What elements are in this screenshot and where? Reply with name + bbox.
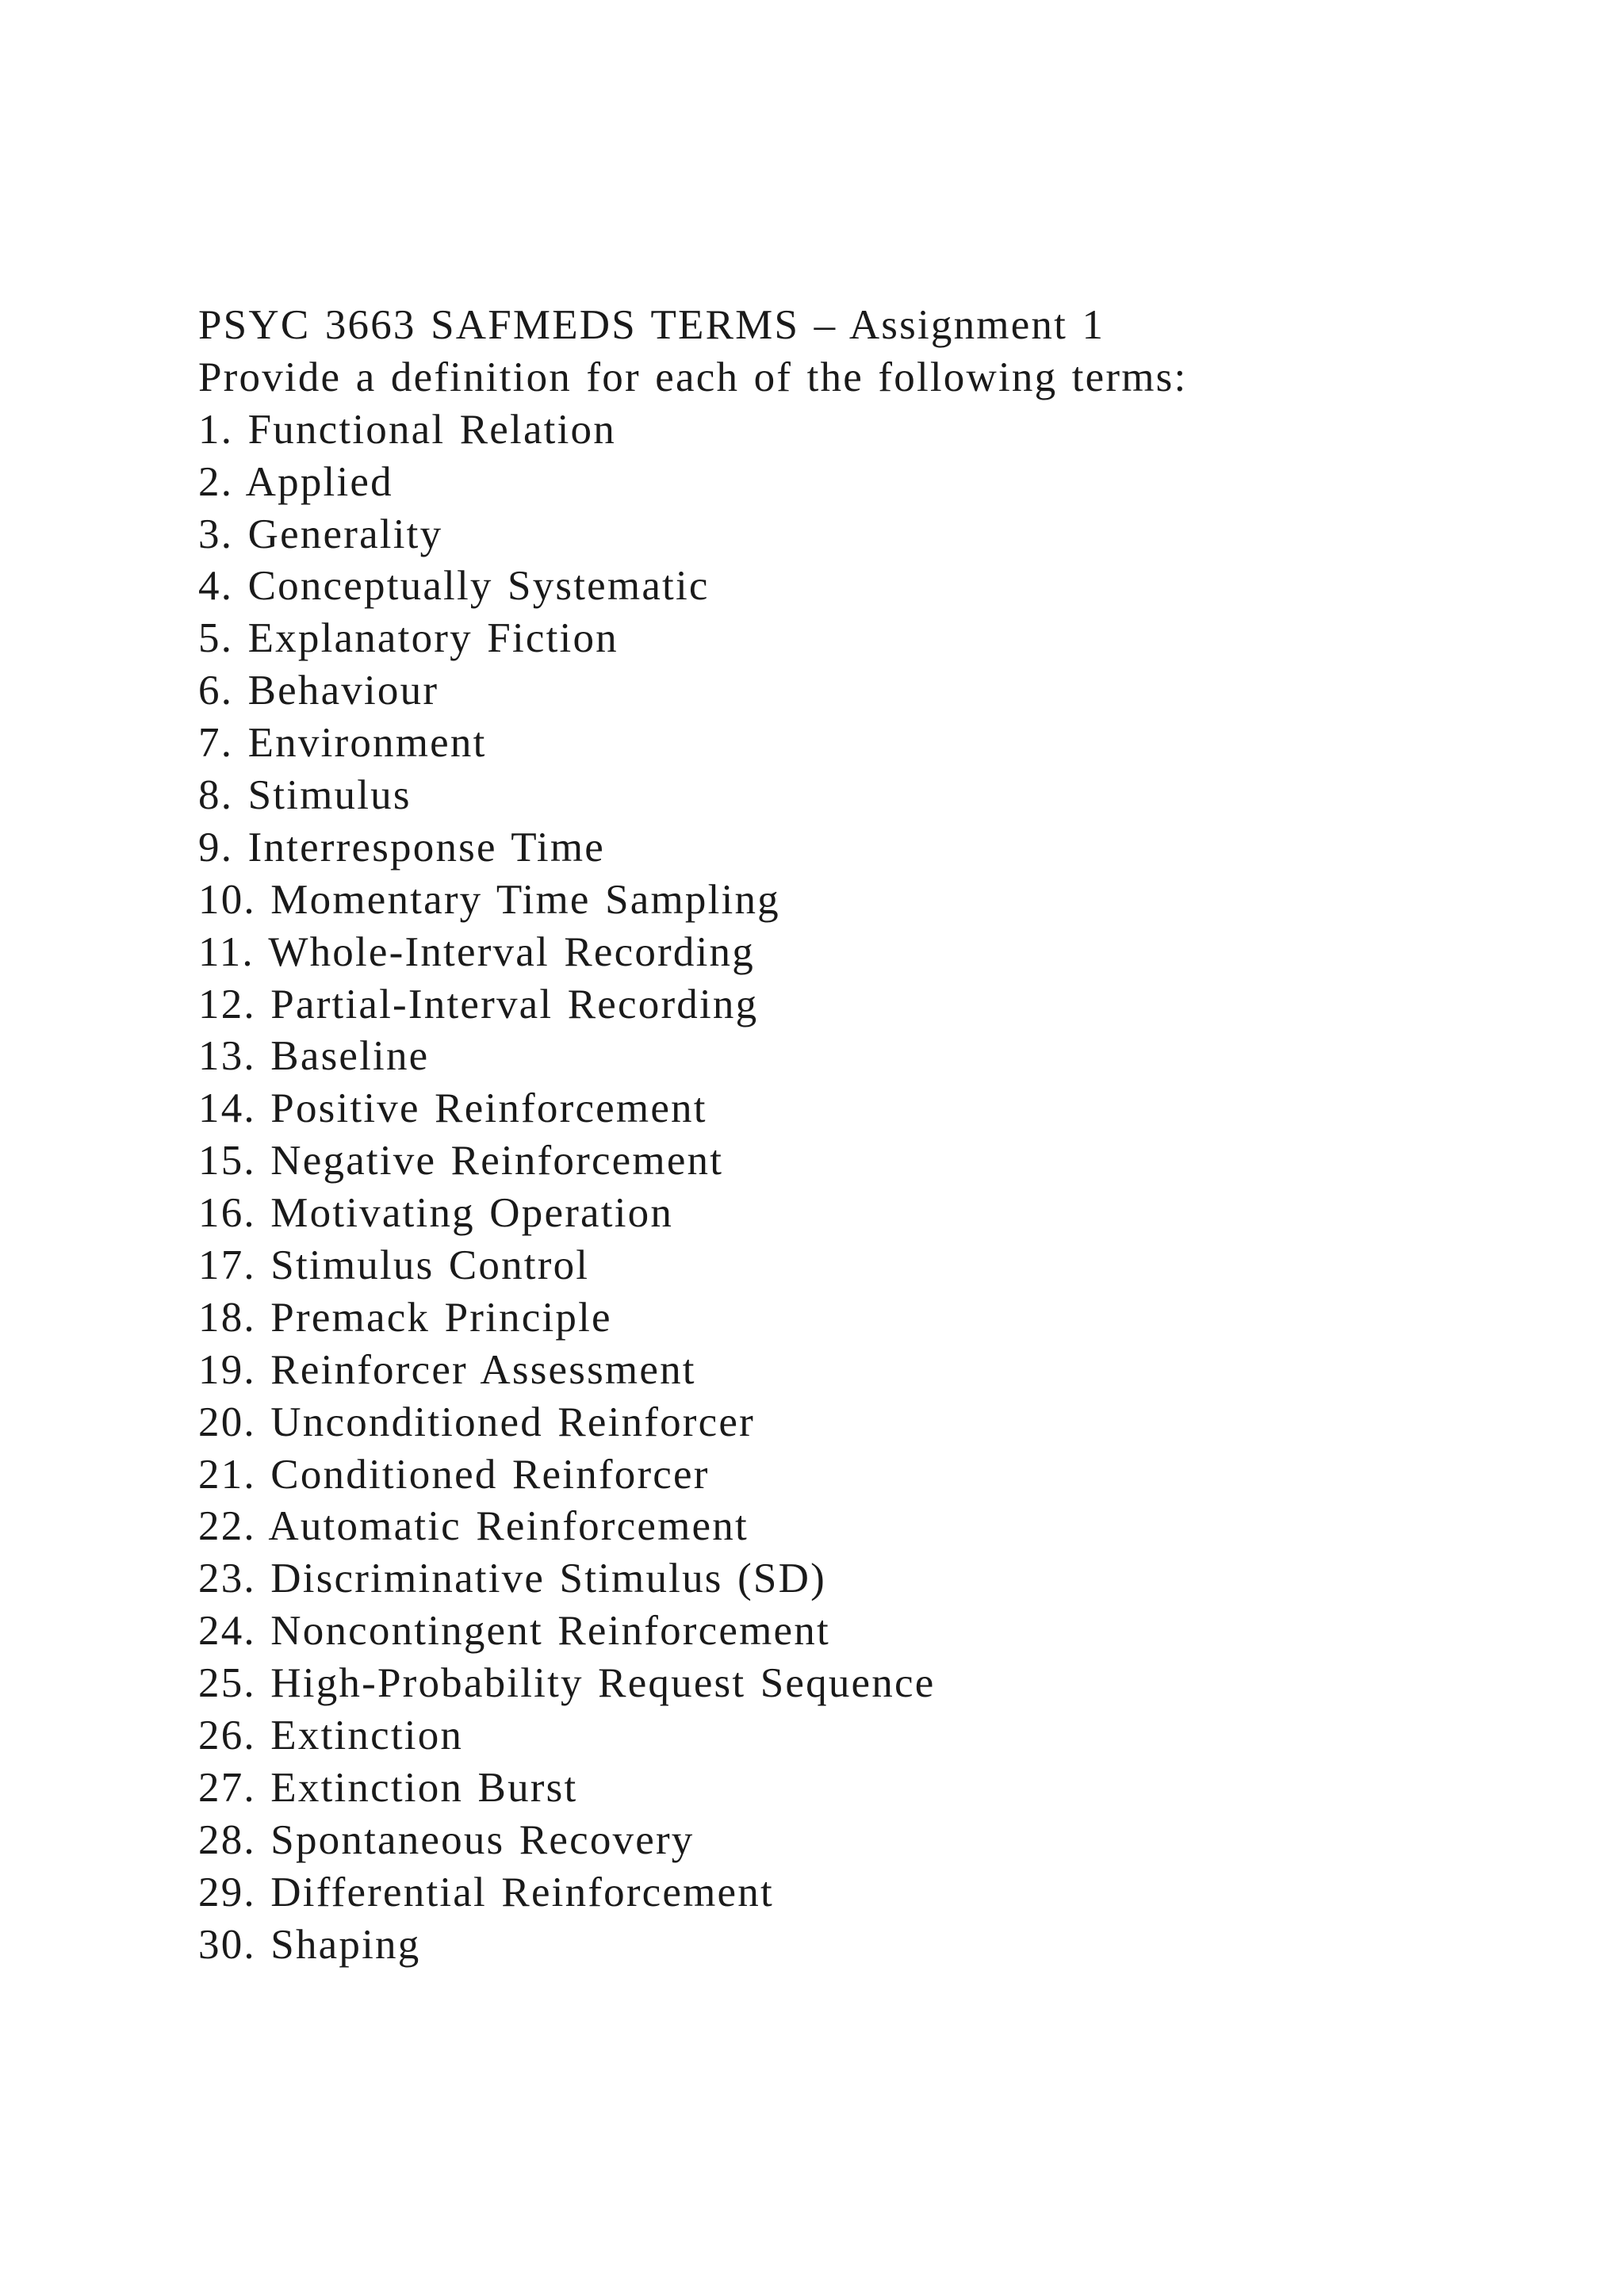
term-item: 8. Stimulus: [198, 772, 412, 819]
term-item: 15. Negative Reinforcement: [198, 1138, 724, 1184]
term-item: 14. Positive Reinforcement: [198, 1085, 707, 1132]
term-item: 13. Baseline: [198, 1033, 430, 1080]
term-item: 26. Extinction: [198, 1712, 464, 1759]
term-item: 27. Extinction Burst: [198, 1764, 578, 1811]
term-item: 16. Motivating Operation: [198, 1190, 674, 1237]
term-item: 5. Explanatory Fiction: [198, 615, 619, 662]
term-item: 9. Interresponse Time: [198, 824, 605, 871]
term-item: 25. High-Probability Request Sequence: [198, 1660, 936, 1707]
term-item: 4. Conceptually Systematic: [198, 563, 710, 610]
term-item: 20. Unconditioned Reinforcer: [198, 1399, 755, 1445]
term-item: 6. Behaviour: [198, 668, 439, 714]
term-item: 21. Conditioned Reinforcer: [198, 1451, 710, 1498]
document-body: [198, 300, 1546, 1972]
term-item: 22. Automatic Reinforcement: [198, 1503, 749, 1550]
term-item: 18. Premack Principle: [198, 1294, 612, 1341]
term-item: 17. Stimulus Control: [198, 1242, 590, 1289]
term-item: 24. Noncontingent Reinforcement: [198, 1608, 830, 1655]
term-item: 10. Momentary Time Sampling: [198, 876, 780, 923]
document-instruction: Provide a definition for each of the following terms:: [198, 354, 1188, 400]
term-item: 29. Differential Reinforcement: [198, 1869, 774, 1915]
term-item: 11. Whole-Interval Recording: [198, 928, 755, 975]
term-item: 28. Spontaneous Recovery: [198, 1816, 695, 1863]
term-item: 30. Shaping: [198, 1921, 421, 1968]
term-item: 3. Generality: [198, 511, 443, 557]
term-item: 1. Functional Relation: [198, 406, 616, 453]
term-item: 23. Discriminative Stimulus (SD): [198, 1556, 826, 1602]
term-item: 2. Applied: [198, 458, 393, 505]
document-title: PSYC 3663 SAFMEDS TERMS – Assignment 1: [198, 302, 1105, 348]
term-item: 7. Environment: [198, 720, 487, 767]
term-item: 12. Partial-Interval Recording: [198, 981, 759, 1027]
term-item: 19. Reinforcer Assessment: [198, 1346, 696, 1393]
terms-list: [198, 404, 1546, 1972]
